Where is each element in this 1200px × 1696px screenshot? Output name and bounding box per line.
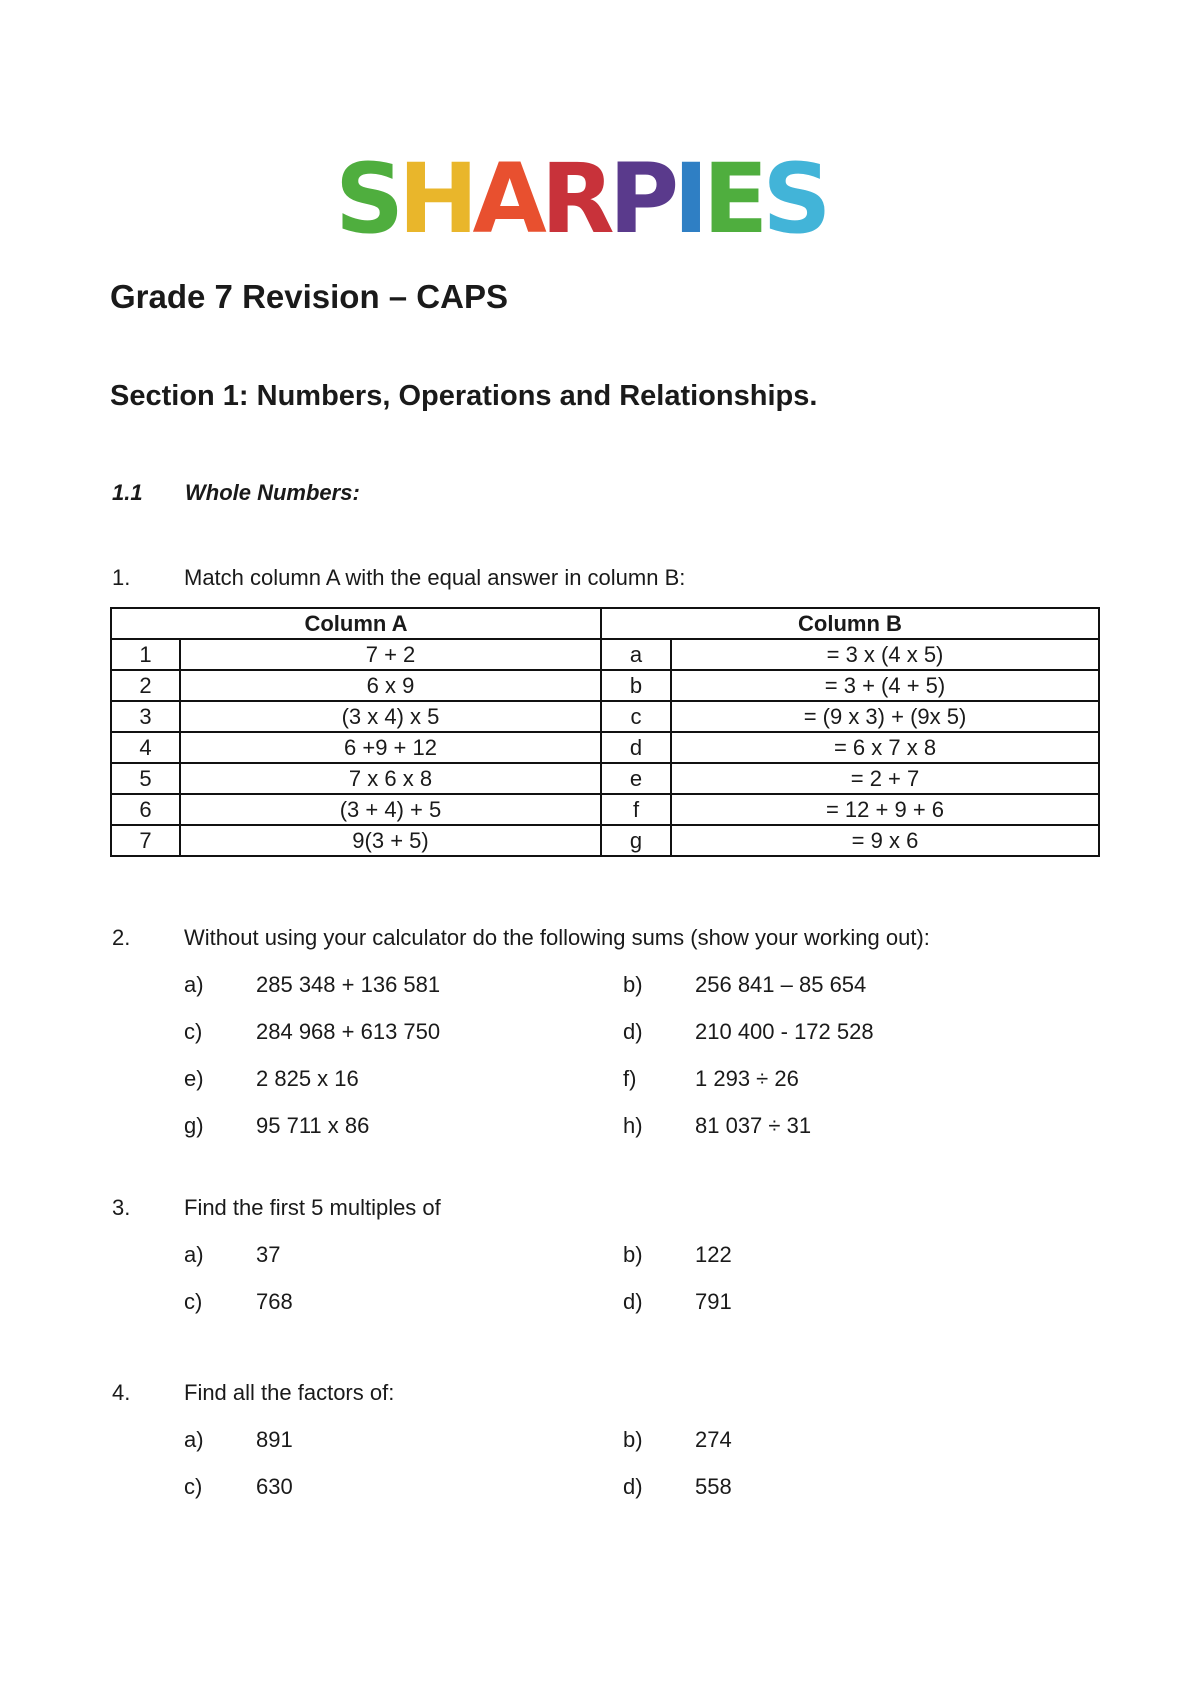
q4-item-label: d) [623, 1474, 643, 1499]
logo-letter: R [540, 150, 609, 250]
column-a-expression: 6 x 9 [180, 670, 601, 701]
column-b-letter: d [601, 732, 671, 763]
q2-item-value: 284 968 + 613 750 [256, 1019, 441, 1044]
column-b-expression: = 2 + 7 [671, 763, 1099, 794]
q1-text: Match column A with the equal answer in column B: [184, 565, 686, 590]
q2-text: Without using your calculator do the following sums (show your working out): [184, 925, 930, 950]
q4-item-value: 630 [256, 1474, 293, 1499]
table-row [111, 763, 1099, 794]
q2-item-value: 1 293 ÷ 26 [695, 1066, 799, 1091]
logo-letter: P [608, 150, 674, 250]
q3-item-label: a) [184, 1242, 204, 1267]
q4-item-label: a) [184, 1427, 204, 1452]
column-b-expression: = 3 + (4 + 5) [671, 670, 1099, 701]
column-a-number: 4 [111, 732, 180, 763]
q3-item-value: 122 [695, 1242, 732, 1267]
q2-item-value: 2 825 x 16 [256, 1066, 359, 1091]
q4-item-value: 891 [256, 1427, 293, 1452]
match-table [110, 607, 1100, 857]
column-a-expression: (3 x 4) x 5 [180, 701, 601, 732]
column-a-number: 2 [111, 670, 180, 701]
q4-number: 4. [112, 1380, 131, 1405]
q3-number: 3. [112, 1195, 131, 1220]
subsection-number: 1.1 [112, 480, 143, 505]
column-b-header: Column B [601, 608, 1099, 639]
table-row [111, 825, 1099, 856]
q2-item-label: h) [623, 1113, 643, 1138]
subsection-title: Whole Numbers: [185, 480, 360, 505]
column-b-expression: = 12 + 9 + 6 [671, 794, 1099, 825]
q3-item-label: c) [184, 1289, 203, 1314]
q2-item-label: f) [623, 1066, 637, 1091]
column-b-expression: = 9 x 6 [671, 825, 1099, 856]
q2-item-value: 95 711 x 86 [256, 1113, 370, 1138]
column-a-expression: (3 + 4) + 5 [180, 794, 601, 825]
logo-text [335, 150, 826, 250]
column-b-letter: e [601, 763, 671, 794]
page-title: Grade 7 Revision – CAPS [110, 278, 508, 315]
table-header-row [111, 608, 1099, 639]
q2-item-label: a) [184, 972, 204, 997]
column-a-expression: 9(3 + 5) [180, 825, 601, 856]
q2-item-label: e) [184, 1066, 204, 1091]
sharpies-logo [335, 150, 875, 250]
column-b-letter: f [601, 794, 671, 825]
column-a-number: 3 [111, 701, 180, 732]
logo-letter: A [472, 150, 541, 250]
q4-text: Find all the factors of: [184, 1380, 395, 1405]
table-row [111, 701, 1099, 732]
q3-item-label: b) [623, 1242, 643, 1267]
logo-letter: S [762, 150, 826, 250]
q2-item-label: c) [184, 1019, 203, 1044]
section-heading: Section 1: Numbers, Operations and Relationships. [110, 380, 818, 412]
table-row [111, 639, 1099, 670]
q3-item-value: 37 [256, 1242, 281, 1267]
column-a-expression: 7 x 6 x 8 [180, 763, 601, 794]
q3-item-value: 768 [256, 1289, 293, 1314]
column-a-number: 6 [111, 794, 180, 825]
column-b-letter: c [601, 701, 671, 732]
column-a-expression: 7 + 2 [180, 639, 601, 670]
table-row [111, 670, 1099, 701]
q4-item-value: 558 [695, 1474, 732, 1499]
q2-item-label: d) [623, 1019, 643, 1044]
q2-number: 2. [112, 925, 131, 950]
q3-item-value: 791 [695, 1289, 732, 1314]
q2-item-label: g) [184, 1113, 204, 1138]
q2-item-value: 81 037 ÷ 31 [695, 1113, 812, 1138]
logo-letter: E [702, 150, 763, 250]
q2-item-label: b) [623, 972, 643, 997]
column-b-letter: b [601, 670, 671, 701]
q2-item-value: 256 841 – 85 654 [695, 972, 867, 997]
logo-letter: S [335, 150, 399, 250]
column-a-header: Column A [111, 608, 601, 639]
q3-text: Find the first 5 multiples of [184, 1195, 441, 1220]
column-a-number: 1 [111, 639, 180, 670]
column-b-expression: = 6 x 7 x 8 [671, 732, 1099, 763]
logo-letter: H [398, 150, 473, 250]
q4-item-value: 274 [695, 1427, 732, 1452]
column-b-letter: a [601, 639, 671, 670]
column-b-expression: = (9 x 3) + (9x 5) [671, 701, 1099, 732]
table-row [111, 794, 1099, 825]
column-a-number: 7 [111, 825, 180, 856]
q3-item-label: d) [623, 1289, 643, 1314]
column-b-expression: = 3 x (4 x 5) [671, 639, 1099, 670]
q4-item-label: b) [623, 1427, 643, 1452]
column-a-number: 5 [111, 763, 180, 794]
q2-item-value: 285 348 + 136 581 [256, 972, 441, 997]
logo-letter: I [673, 150, 703, 250]
q1-number: 1. [112, 565, 131, 590]
table-row [111, 732, 1099, 763]
column-b-letter: g [601, 825, 671, 856]
q2-item-value: 210 400 - 172 528 [695, 1019, 874, 1044]
column-a-expression: 6 +9 + 12 [180, 732, 601, 763]
q4-item-label: c) [184, 1474, 203, 1499]
